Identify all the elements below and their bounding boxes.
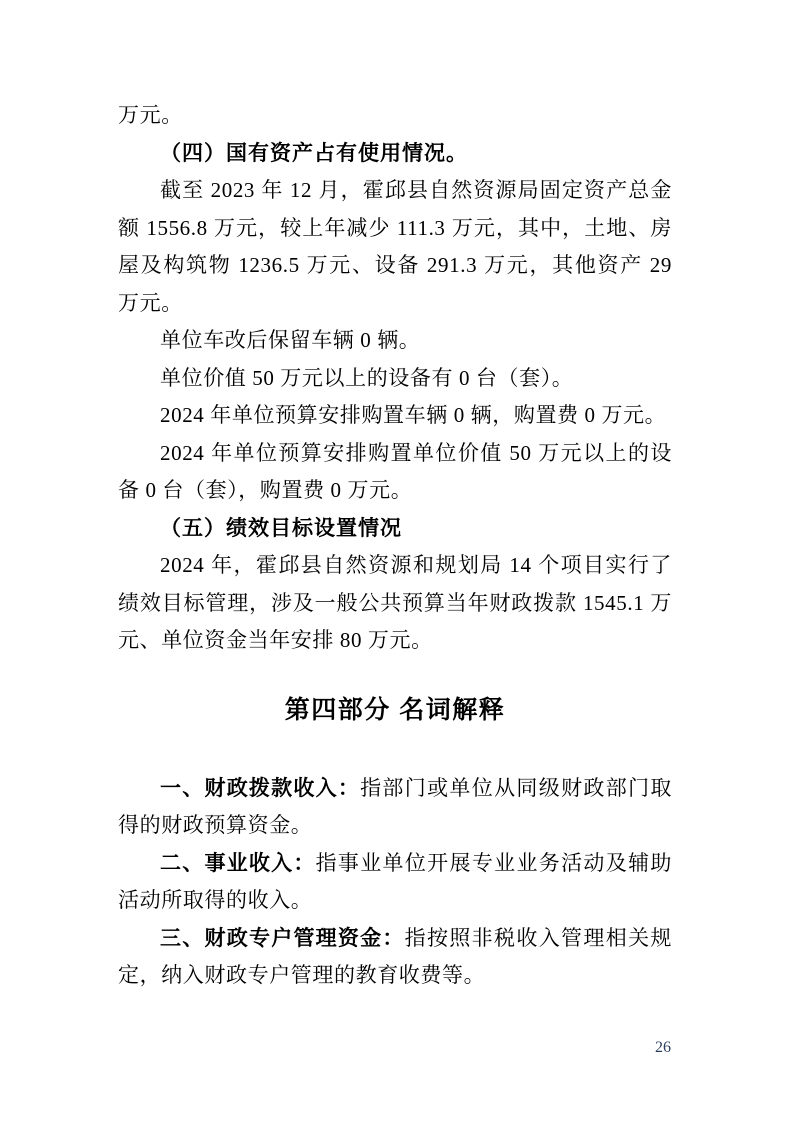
definition-fiscal-appropriation-income [118, 770, 672, 845]
definition-term: 一、财政拨款收入： [160, 776, 361, 800]
paragraph-equipment-over-50: 单位价值 50 万元以上的设备有 0 台（套）。 [160, 365, 574, 390]
heading-section-4: （四）国有资产占有使用情况。 [160, 140, 468, 165]
definition-term: 二、事业收入： [160, 851, 316, 875]
definition-operational-income [118, 845, 672, 920]
definition-term: 三、财政专户管理资金： [160, 926, 405, 950]
paragraph-retained-vehicles: 单位车改后保留车辆 0 辆。 [160, 328, 421, 352]
definition-description: 指事业单位开展专业业务活动及辅助活动所取得的收入。 [118, 850, 672, 912]
paragraph-equipment-purchase-budget: 2024 年单位预算安排购置单位价值 50 万元以上的设备 0 台（套），购置费 0 万元。 [118, 440, 672, 502]
heading-section-5: （五）绩效目标设置情况 [160, 515, 402, 540]
page-number: 26 [655, 1039, 671, 1056]
definition-special-account-funds [118, 920, 672, 995]
paragraph-fixed-assets: 截至 2023 年 12 月，霍邱县自然资源局固定资产总金额 1556.8 万元，较上年减少 111.3 万元，其中，土地、房屋及构筑物 1236.5 万元、设备 291.3 万元，其他资产 29 万元。 [118, 178, 672, 315]
page-content [118, 97, 672, 995]
paragraph-performance-targets: 2024 年，霍邱县自然资源和规划局 14 个项目实行了绩效目标管理，涉及一般公共预算当年财政拨款 1545.1 万元、单位资金当年安排 80 万元。 [118, 553, 672, 652]
definition-description: 指部门或单位从同级财政部门取得的财政预算资金。 [118, 775, 673, 837]
paragraph-carryover: 万元。 [118, 103, 183, 127]
part-4-title: 第四部分 名词解释 [284, 695, 506, 724]
definition-description: 指按照非税收入管理相关规定，纳入财政专户管理的教育收费等。 [118, 925, 673, 987]
paragraph-vehicle-purchase-budget: 2024 年单位预算安排购置车辆 0 辆，购置费 0 万元。 [160, 403, 667, 427]
